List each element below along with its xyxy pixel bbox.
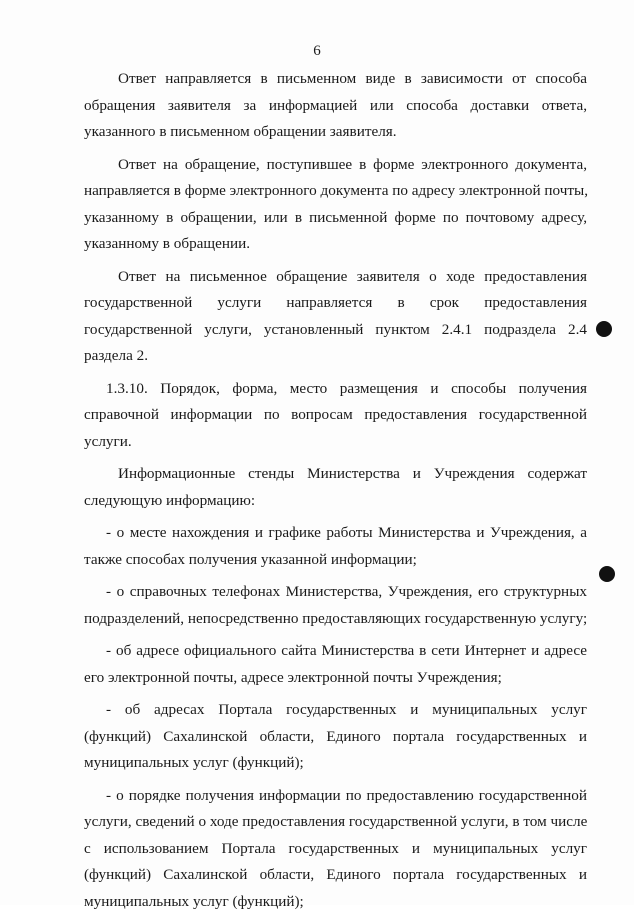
text-line: указанному в обращении.: [84, 235, 251, 252]
punch-hole-mark: [596, 321, 612, 337]
text-line: также способах получения указанной информации;: [84, 550, 417, 568]
text-line: Ответ на письменное обращение заявителя о ходе предоставления: [118, 267, 587, 285]
text-line: - о порядке получения информации по предоставлению государственной: [106, 786, 587, 804]
paragraph-status-reply: [84, 264, 587, 370]
text-line: - об адресах Портала государственных и муниципальных услуг: [106, 701, 587, 718]
text-line: (функций) Сахалинской области, Единого портала государственных и: [84, 727, 587, 745]
document-body: [84, 66, 587, 921]
text-line: справочной информации по вопросам предоставления государственной: [84, 406, 587, 423]
list-item-location: [84, 520, 587, 573]
paragraph-info-stands: [84, 461, 587, 514]
text-line: следующую информацию:: [84, 491, 256, 509]
text-line: 1.3.10. Порядок, форма, место размещения и способы получения: [106, 379, 587, 397]
text-line: его электронной почты, адресе электронной почты Учреждения;: [84, 668, 502, 686]
list-item-website: [84, 638, 587, 691]
text-line: указанному в обращении, или в письменной форме по почтовому адресу,: [84, 208, 587, 226]
text-line: государственной услуги, установленный пунктом 2.4.1 подраздела 2.4: [84, 320, 587, 338]
text-line: подразделений, непосредственно предоставляющих государственную услугу;: [84, 609, 588, 627]
punch-hole-mark: [599, 566, 615, 582]
text-line: муниципальных услуг (функций);: [84, 892, 304, 910]
list-item-portals: [84, 697, 587, 777]
text-line: Ответ на обращение, поступившее в форме электронного документа,: [118, 155, 587, 173]
text-line: направляется в форме электронного документа по адресу электронной почты,: [84, 182, 588, 199]
text-line: услуги.: [84, 432, 132, 450]
text-line: государственной услуги направляется в срок предоставления: [84, 294, 587, 311]
text-line: Ответ направляется в письменном виде в зависимости от способа: [118, 70, 587, 87]
text-line: раздела 2.: [84, 347, 149, 364]
text-line: обращения заявителя за информацией или способа доставки ответа,: [84, 96, 587, 114]
text-line: - об адресе официального сайта Министерства в сети Интернет и адресе: [106, 642, 587, 659]
text-line: (функций) Сахалинской области, Единого портала государственных и: [84, 866, 587, 883]
list-item-procedure: [84, 783, 587, 916]
text-line: муниципальных услуг (функций);: [84, 754, 304, 771]
text-line: - о месте нахождения и графике работы Министерства и Учреждения, а: [106, 524, 587, 541]
list-item-phones: [84, 579, 587, 632]
text-line: - о справочных телефонах Министерства, Учреждения, его структурных: [106, 583, 587, 600]
text-line: указанного в письменном обращении заявителя.: [84, 123, 397, 140]
page-number: 6: [313, 43, 321, 59]
paragraph-electronic-reply: [84, 152, 587, 258]
paragraph-reply-form: [84, 66, 587, 146]
text-line: услуги, сведений о ходе предоставления государственной услуги, в том числе: [84, 813, 588, 830]
text-line: Информационные стенды Министерства и Учреждения содержат: [118, 465, 587, 482]
paragraph-section-1-3-10: [84, 376, 587, 456]
text-line: с использованием Портала государственных и муниципальных услуг: [84, 839, 587, 857]
